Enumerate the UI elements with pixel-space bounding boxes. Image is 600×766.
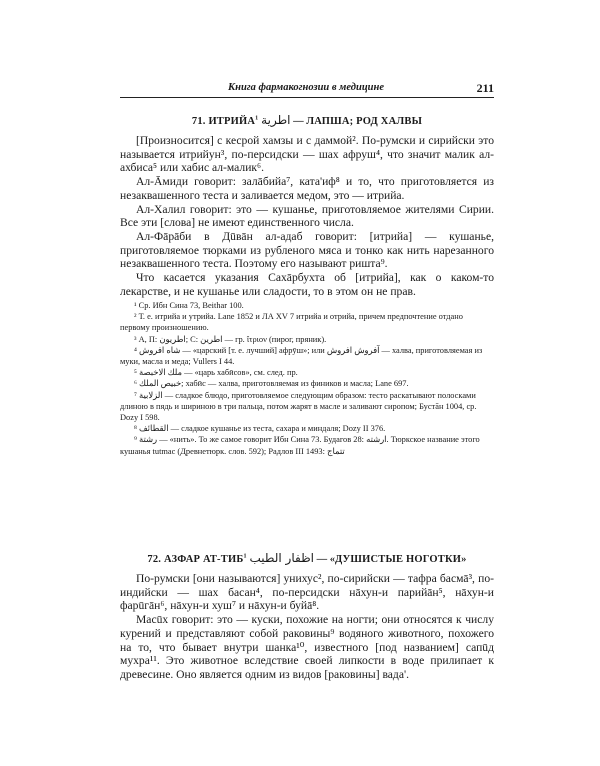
entry-71-paragraph: Ал-Халил говорит: это — кушанье, приготовляемое жителями Сирии. Все эти [слова] не имеют единственного числа. (120, 202, 494, 230)
running-head-title: Книга фармакогнозии в медицине (228, 82, 384, 93)
footnote: ⁹ رشتة — «нить». То же самое говорит Ибн Сина 73. Будагов 28: ارشته. Тюркское название этого кушанья tutmac (Древнетюрк. слов. 592); Радлов III 1493: تتماج (120, 435, 480, 456)
footnote: ² Т. е. итрийа и утрийа. Lane 1852 и ЛА XV 7 итрийа и отрийа, причем предпочтение отдано первому произношению. (120, 312, 463, 333)
entry-71-translit: ИТРИЙА (208, 116, 256, 127)
entry-71-number: 71. (191, 116, 206, 127)
entry-72-gloss: — «ДУШИСТЫЕ НОГОТКИ» (316, 554, 467, 565)
footnote: ⁸ القطائف — сладкое кушанье из теста, сахара и миндаля; Dozy II 376. (134, 424, 386, 434)
entry-72-note-mark: 1 (243, 553, 247, 560)
entry-71-gloss: — ЛАПША; РОД ХАЛВЫ (293, 116, 423, 127)
entry-72-translit: АЗФАР АТ-ТИБ (163, 554, 244, 565)
entry-72-arabic: اظفار الطيب (249, 551, 314, 565)
header-rule (120, 97, 494, 98)
entry-72-paragraph: Масūх говорит: это — куски, похожие на ногти; они относятся к числу курений и представляют собой раковины⁹ водяного животного, похожего на то, что бывает внутри шанка¹⁰, известного [под названием] сапūд мухра¹¹. Это животное вследствие своей липкости в воде прилипает к древесине. Оно является одним из видов [раковины] вада'. (120, 613, 494, 681)
entry-71-paragraph: Ал-Āмиди говорит: залāбийа⁷, ката'иф⁸ и то, что приготовляется из незаквашенного теста и заливается медом, это — итрийа. (120, 175, 494, 202)
entry-71-paragraph: Что касается указания Сахāрбухта об [итрийа], как о каком-то лекарстве, и не кушанье или сладости, то в этом он не прав. (120, 271, 494, 298)
footnote: ³ А, П: اطريون; С: اطرين — гр. ἴτριον (пирог, пряник). (134, 334, 327, 344)
footnote: ⁶ خبيص الملك; хабӣс — халва, приготовляемая из фиников и масла; Lane 697. (134, 379, 409, 389)
page-number: 211 (476, 81, 494, 95)
entry-71-paragraph: Ал-Фāрāби в Дūвāн ал-адаб говорит: [итрийа] — кушанье, приготовляемое тюрками из рубленого мяса и тонко как нить нарезанного незаквашенного теста. Поэтому его называют ришта⁹. (120, 229, 494, 271)
entry-71-arabic: اطرية (261, 113, 291, 127)
entry-72-heading (120, 551, 494, 565)
footnote: ⁴ شاه افروش — «царский [т. е. лучший] афрӯш»; или آفروش افروش — халва, приготовляемая из муки, масла и меда; Vullers I 44. (120, 345, 483, 367)
footnote: ¹ Ср. Ибн Сина 73, Beithar 100. (134, 301, 244, 310)
entry-72-paragraph: По-румски [они называются] унихус², по-сирийски — тафра басмā³, по-индийски — шах басан⁴, по-персидски нāхун-и парийāн⁵, нāхун-и фарūгāн⁶, нāхун-и хуш⁷ и нāхун-и буйā⁸. (120, 572, 494, 613)
entry-72-number: 72. (147, 554, 162, 565)
entry-71-note-mark: 1 (255, 115, 259, 122)
entry-72-body (120, 572, 494, 682)
entry-71-footnotes (120, 300, 494, 457)
entry-71-body (120, 134, 494, 298)
entry-71-heading (120, 113, 494, 127)
footnote: ⁵ ملك الاخبصة — «царь хабӣсов», см. след. пр. (134, 368, 298, 378)
entry-71-paragraph: [Произносится] с кесрой хамзы и с даммой². По-румски и сирийски это называется итрийун³, по-персидски — шах афруш⁴, что значит малик ал-ахбиса⁵ или хабис ал-малик⁶. (120, 134, 494, 175)
footnote: ⁷ الزلابية — сладкое блюдо, приготовляемое следующим образом: тесто раскатывают полосками длиною в пядь и шириною в три пальца, потом жарят в масле и заливают сиропом; Бустāн 1004, ср. Dozy I 598. (120, 390, 477, 423)
